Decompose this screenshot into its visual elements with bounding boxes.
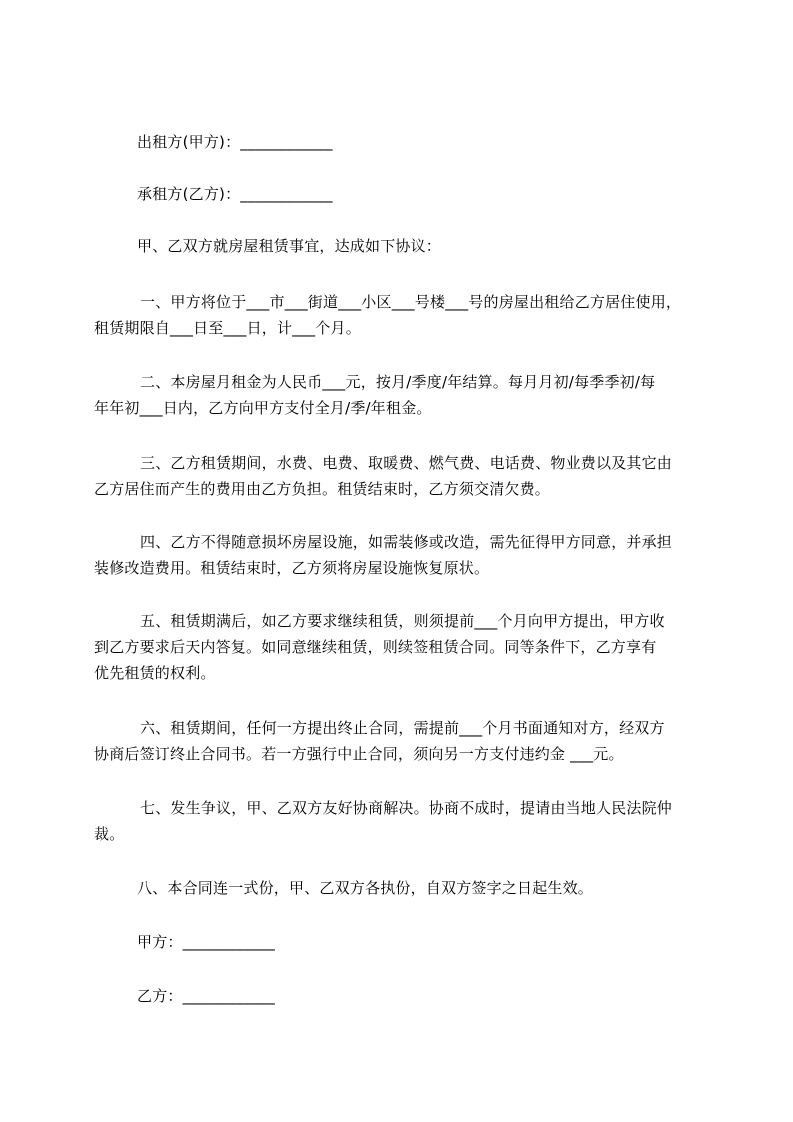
lessor-field: 出租方(甲方)：____________	[137, 133, 333, 151]
clause-3-line-1: 三、乙方租赁期间，水费、电费、取暖费、燃气费、电话费、物业费以及其它由	[140, 454, 673, 472]
clause-2-line-1: 二、本房屋月租金为人民币___元，按月/季度/年结算。每月月初/每季季初/每	[140, 373, 656, 391]
clause-1-line-2: 租赁期限自___日至___日，计___个月。	[94, 319, 361, 337]
clause-7-line-2: 裁。	[94, 825, 125, 843]
lessee-field: 承租方(乙方)：____________	[137, 185, 333, 203]
clause-4-line-1: 四、乙方不得随意损坏房屋设施，如需装修或改造，需先征得甲方同意，并承担	[140, 533, 673, 551]
clause-4-line-2: 装修改造费用。租赁结束时，乙方须将房屋设施恢复原状。	[94, 559, 490, 577]
clause-8-line-1: 八、本合同连一式份，甲、乙双方各执份，自双方签字之日起生效。	[137, 879, 594, 897]
clause-5-line-2: 到乙方要求后天内答复。如同意继续租赁，则续签租赁合同。同等条件下，乙方享有	[94, 638, 657, 656]
clause-5-line-1: 五、租赁期满后，如乙方要求继续租赁，则须提前___个月向甲方提出，甲方收	[140, 612, 665, 630]
clause-2-line-2: 年年初___日内，乙方向甲方支付全月/季/年租金。	[94, 399, 432, 417]
clause-5-line-3: 优先租赁的权利。	[94, 664, 216, 682]
party-a-signature: 甲方：____________	[137, 933, 276, 951]
clause-6-line-2: 协商后签订终止合同书。若一方强行中止合同，须向另一方支付违约金 ___元。	[94, 745, 624, 763]
party-b-signature: 乙方：____________	[137, 987, 276, 1005]
clause-3-line-2: 乙方居住而产生的费用由乙方负担。租赁结束时，乙方须交清欠费。	[94, 480, 551, 498]
clause-1-line-1: 一、甲方将位于___市___街道___小区___号楼___号的房屋出租给乙方居住使用，	[140, 293, 682, 311]
clause-6-line-1: 六、租赁期间，任何一方提出终止合同，需提前___个月书面通知对方，经双方	[140, 719, 665, 737]
clause-7-line-1: 七、发生争议，甲、乙双方友好协商解决。协商不成时，提请由当地人民法院仲	[140, 799, 673, 817]
agreement-intro: 甲、乙双方就房屋租赁事宜，达成如下协议：	[137, 237, 442, 255]
